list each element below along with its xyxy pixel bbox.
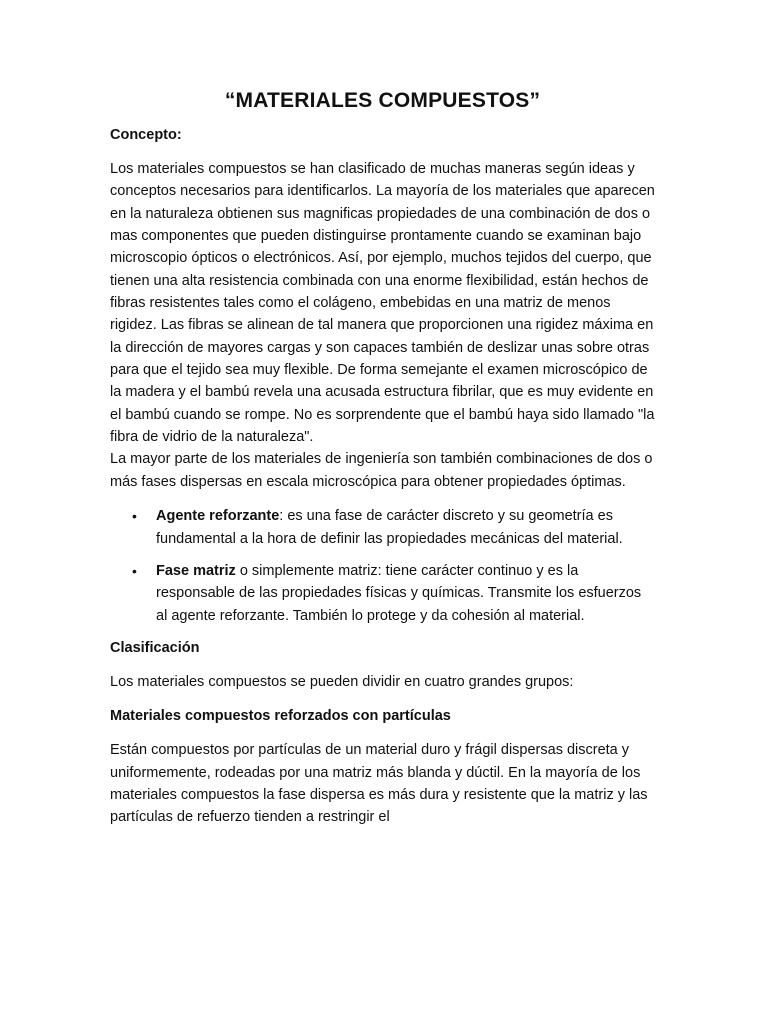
components-bullet-list <box>110 505 655 627</box>
concepto-paragraph-1: Los materiales compuestos se han clasificado de muchas maneras según ideas y conceptos necesarios para identificarlos. La mayoría de los materiales que aparecen en la naturaleza obtienen sus magnificas propiedades de una combinación de dos o mas componentes que pueden distinguirse prontamente cuando se examinan bajo microscopio ópticos o electrónicos. Así, por ejemplo, muchos tejidos del cuerpo, que tienen una alta resistencia combinada con una enorme flexibilidad, están hechos de fibras resistentes tales como el colágeno, embebidas en una matriz de menos rigidez. Las fibras se alinean de tal manera que proporcionen una rigidez máxima en la dirección de mayores cargas y son capaces también de deslizar unas sobre otras para que el tejido sea muy flexible. De forma semejante el examen microscópico de la madera y el bambú revela una acusada estructura fibrilar, que es muy evidente en el bambú cuando se rompe. No es sorprendente que el bambú haya sido llamado "la fibra de vidrio de la naturaleza". <box>110 161 655 446</box>
concepto-heading: Concepto: <box>110 127 182 143</box>
bullet-dot-icon: • <box>132 562 137 579</box>
clasificacion-heading: Clasificación <box>110 639 200 656</box>
bullet-fase-matriz <box>110 560 655 627</box>
bullet-dot-icon: • <box>132 508 137 525</box>
bullet-term: Fase matriz <box>156 562 236 579</box>
bullet-text: : es una fase de carácter discreto y su geometría es fundamental a la hora de definir las propiedades mecánicas del material. <box>156 508 623 547</box>
particulas-paragraph: Están compuestos por partículas de un material duro y frágil dispersas discreta y uniformemente, rodeadas por una matriz más blanda y dúctil. En la mayoría de los materiales compuestos la fase dispersa es más dura y resistente que la matriz y las partículas de refuerzo tienden a restringir el <box>110 742 648 826</box>
concepto-paragraph-2: La mayor parte de los materiales de ingeniería son también combinaciones de dos o más fases dispersas en escala microscópica para obtener propiedades óptimas. <box>110 451 653 490</box>
bullet-agente-reforzante <box>110 505 655 550</box>
document-page <box>110 86 655 841</box>
bullet-text: o simplemente matriz: tiene carácter continuo y es la responsable de las propiedades físicas y químicas. Transmite los esfuerzos al agente reforzante. También lo protege y da cohesión al material. <box>156 562 642 624</box>
bullet-term: Agente reforzante <box>156 508 280 525</box>
clasificacion-paragraph: Los materiales compuestos se pueden dividir en cuatro grandes grupos: <box>110 673 574 690</box>
document-title: “MATERIALES COMPUESTOS” <box>224 89 541 112</box>
particulas-heading: Materiales compuestos reforzados con partículas <box>110 708 451 725</box>
